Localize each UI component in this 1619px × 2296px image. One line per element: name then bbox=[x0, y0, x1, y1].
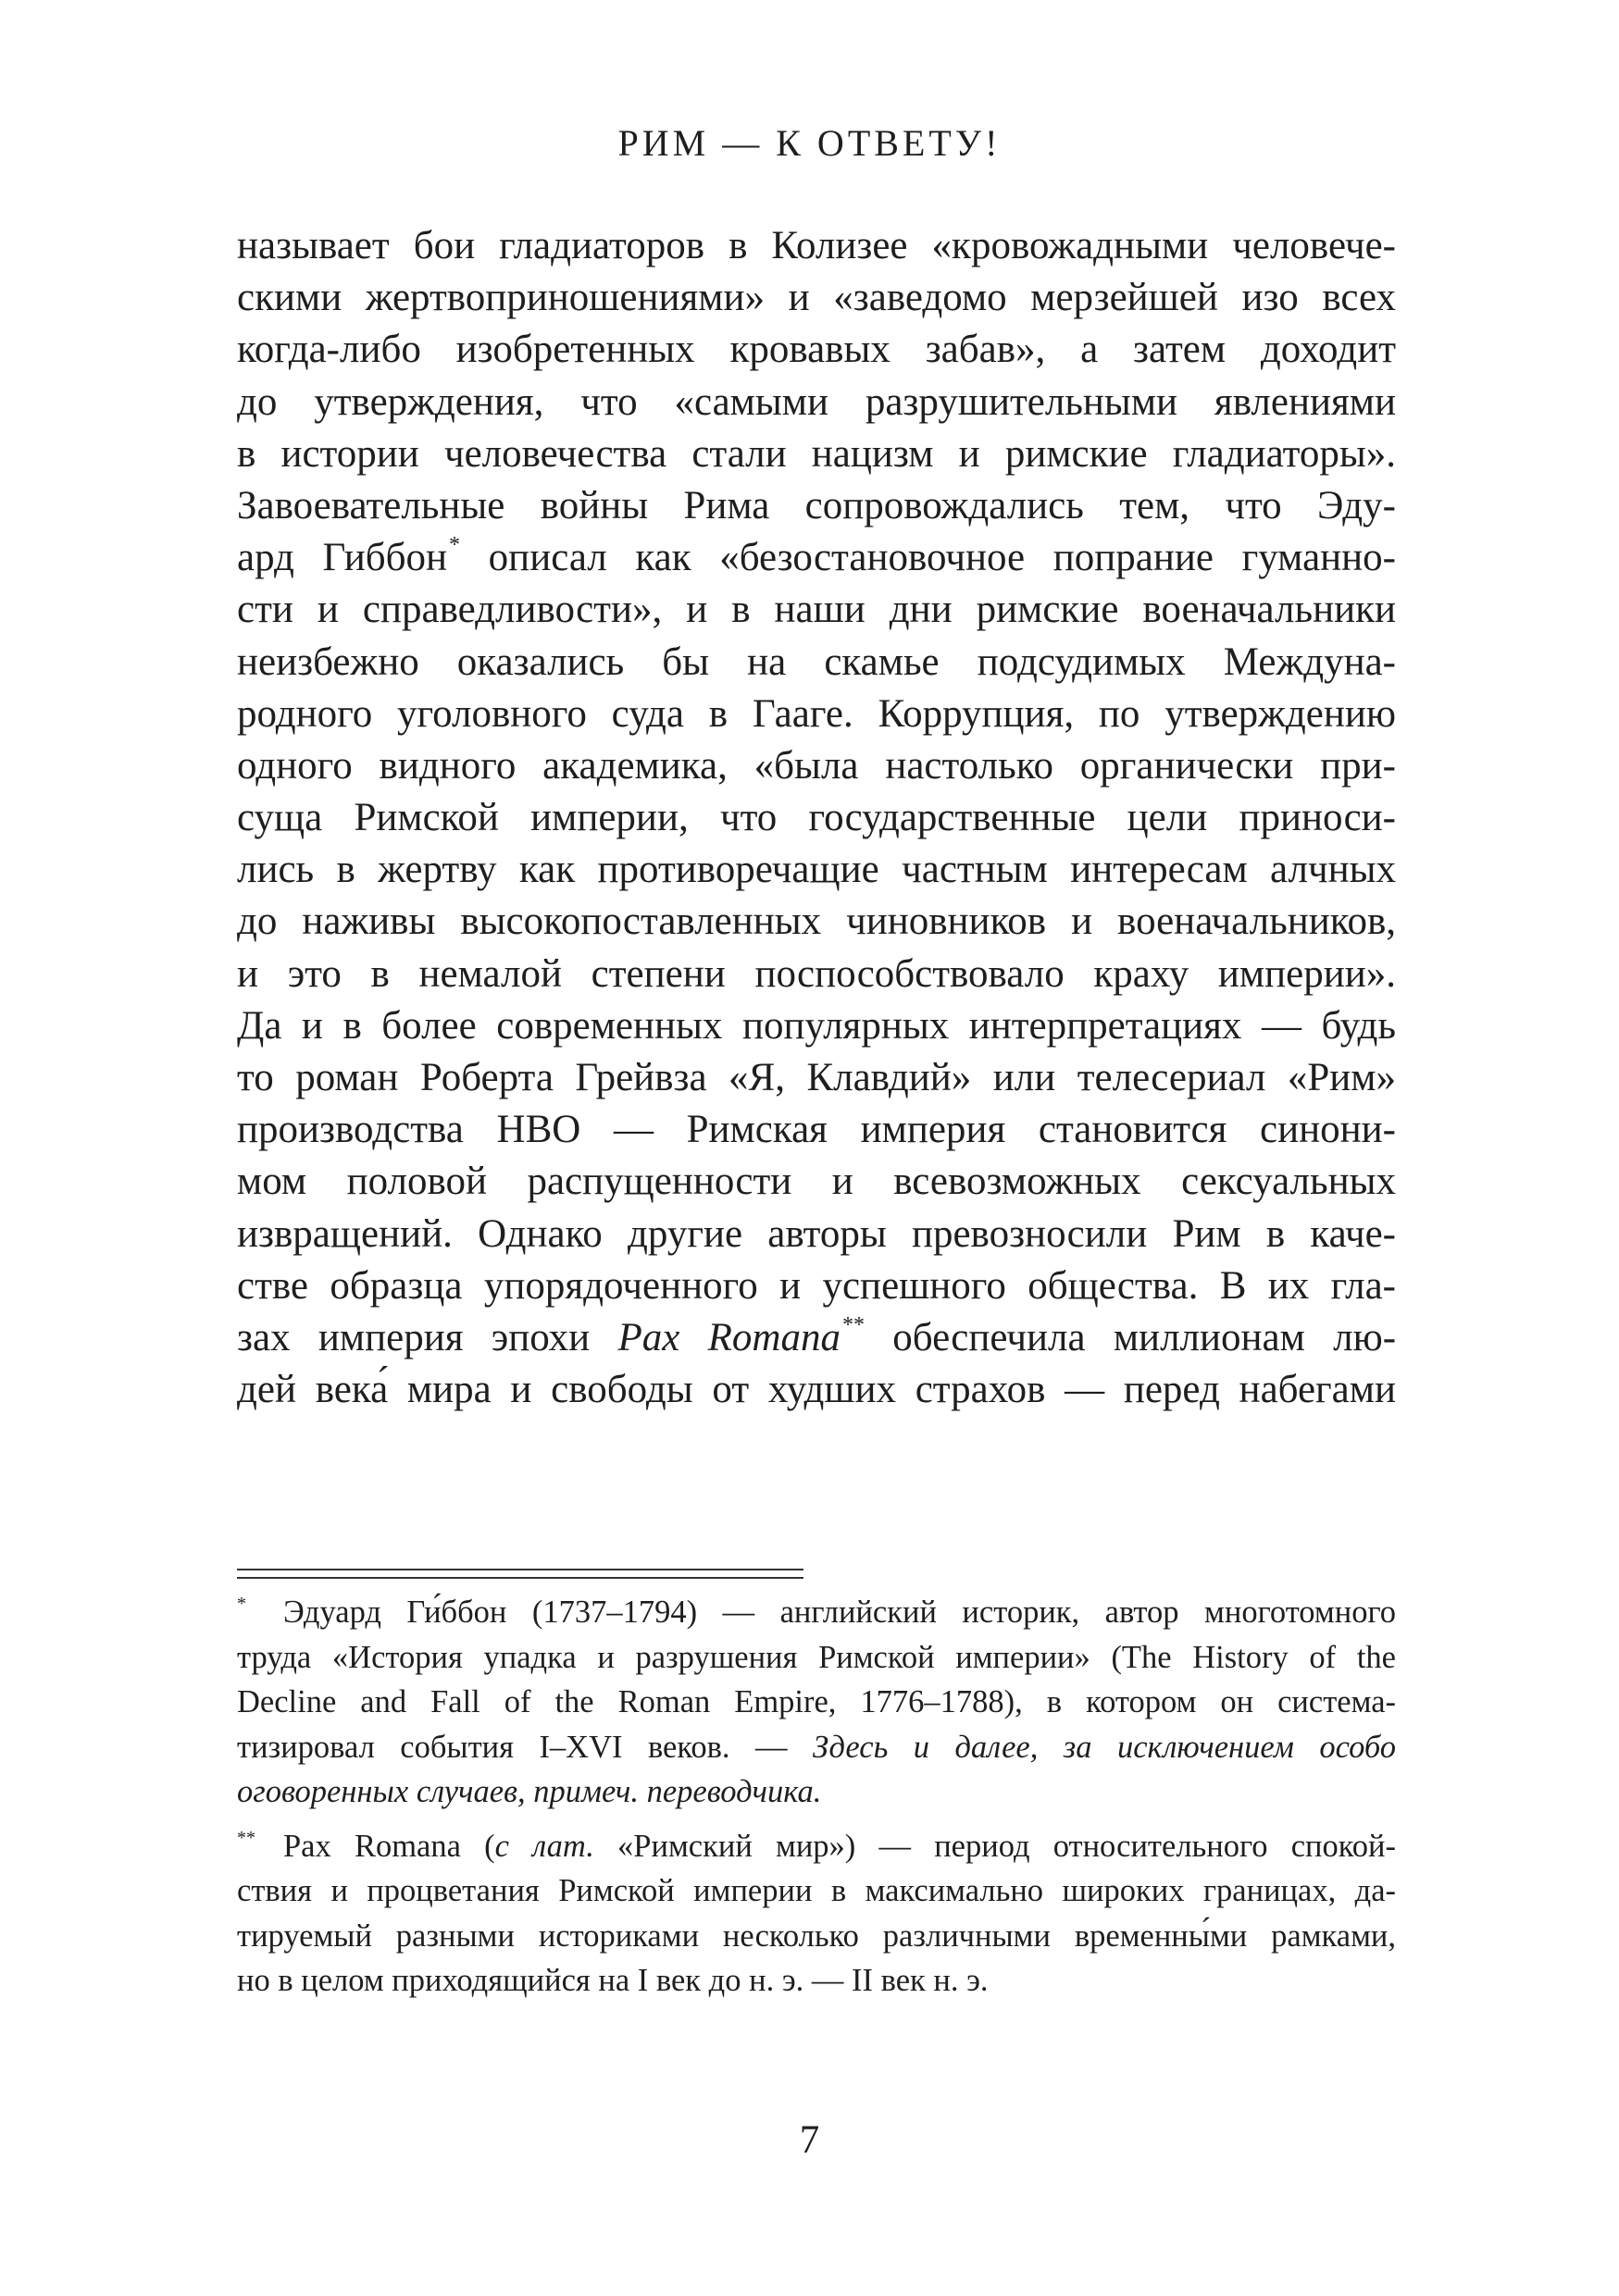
text-fragment: описал как «безостановочное попрание гуманно- bbox=[460, 536, 1396, 580]
running-head: РИМ — К ОТВЕТУ! bbox=[617, 122, 1002, 164]
footnote-text: Pax Romana ( bbox=[283, 1828, 495, 1864]
footnote-line: но в целом приходящийся на I век до н. э. — II век н. э. bbox=[237, 1963, 989, 1998]
footnote-text: Эдуард Ги́ббон (1737–1794) — английский историк, автор многотомного bbox=[283, 1595, 1396, 1630]
footnote-separator bbox=[237, 1569, 803, 1579]
text-line: до утверждения, что «самыми разрушительными явлениями bbox=[237, 379, 1396, 424]
footnote-italic: оговоренных случаев, примеч. переводчика. bbox=[237, 1774, 822, 1809]
text-line: сти и справедливости», и в наши дни римские военачальники bbox=[237, 588, 1396, 632]
footnote-italic: Здесь и далее, за исключением особо bbox=[813, 1729, 1397, 1765]
footnote-italic: с лат. bbox=[494, 1828, 594, 1864]
text-fragment: ард Гиббон bbox=[237, 536, 448, 580]
text-line bbox=[237, 1312, 1396, 1364]
text-line: когда-либо изобретенных кровавых забав», а затем доходит bbox=[237, 328, 1396, 372]
text-line: производства HBO — Римская империя становится синони- bbox=[237, 1108, 1396, 1152]
footnote-line: ствия и процветания Римской империи в максимально широких границах, да- bbox=[237, 1873, 1396, 1908]
text-line: и это в немалой степени поспособствовало краху империи». bbox=[237, 951, 1396, 996]
footnote-line: ** Pax Romana (с лат. «Римский мир») — период относительного спокой- bbox=[237, 1827, 1396, 1864]
text-line: до наживы высокопоставленных чиновников и военачальников, bbox=[237, 900, 1396, 944]
text-line: одного видного академика, «была настолько органически при- bbox=[237, 743, 1396, 788]
text-line: родного уголовного суда в Гааге. Коррупция, по утверждению bbox=[237, 691, 1396, 736]
text-line: скими жертвоприношениями» и «заведомо мерзейшей изо всех bbox=[237, 276, 1396, 320]
footnotes bbox=[237, 1590, 1396, 2013]
text-line: мом половой распущенности и всевозможных сексуальных bbox=[237, 1160, 1396, 1204]
footnote-line bbox=[237, 1769, 1396, 1815]
footnote-2 bbox=[237, 1824, 1396, 2004]
text-line: стве образца упорядоченного и успешного общества. В их гла- bbox=[237, 1263, 1396, 1308]
footnote-line: тируемый разными историками несколько различными временны́ми рамками, bbox=[237, 1917, 1396, 1954]
footnote-line: * Эдуард Ги́ббон (1737–1794) — английский историк, автор многотомного bbox=[237, 1594, 1396, 1630]
text-line: дей века́ мира и свободы от худших страхов — перед набегами bbox=[237, 1368, 1396, 1412]
text-line: извращений. Однако другие авторы превозносили Рим в каче- bbox=[237, 1211, 1396, 1256]
main-text bbox=[237, 220, 1396, 1416]
text-line: неизбежно оказались бы на скамье подсудимых Междуна- bbox=[237, 639, 1396, 684]
text-line: Завоевательные войны Рима сопровождались тем, что Эду- bbox=[237, 483, 1396, 527]
footnote-reference[interactable]: ** bbox=[841, 1312, 865, 1337]
footnote-line: Decline and Fall of the Roman Empire, 1776–1788), в котором он система- bbox=[237, 1684, 1396, 1719]
footnote-line bbox=[237, 1725, 1396, 1770]
text-line: Да и в более современных популярных интерпретациях — будь bbox=[237, 1003, 1396, 1048]
text-line: называет бои гладиаторов в Колизее «кровожадными человече- bbox=[237, 224, 1396, 267]
footnote-reference[interactable]: * bbox=[449, 533, 461, 558]
text-line bbox=[237, 532, 1396, 584]
italic-term: Pax Romana bbox=[617, 1315, 841, 1359]
footnote-line: труда «История упадка и разрушения Римской империи» (The History of the bbox=[237, 1639, 1396, 1675]
text-fragment: обеспечила миллионам лю- bbox=[864, 1315, 1397, 1359]
text-line: лись в жертву как противоречащие частным интересам алчных bbox=[237, 848, 1396, 892]
text-line: то роман Роберта Грейвза «Я, Клавдий» или телесериал «Рим» bbox=[237, 1056, 1396, 1099]
footnote-1 bbox=[237, 1590, 1396, 1815]
text-line: суща Римской империи, что государственные цели приноси- bbox=[237, 796, 1396, 840]
text-fragment: зах империя эпохи bbox=[237, 1315, 618, 1359]
footnote-text: «Римский мир») — период относительного спокой- bbox=[593, 1828, 1396, 1864]
footnote-text: тизировал события I–XVI веков. — bbox=[237, 1729, 813, 1765]
page-number: 7 bbox=[799, 2118, 820, 2162]
text-line: в истории человечества стали нацизм и римские гладиаторы». bbox=[237, 431, 1396, 476]
